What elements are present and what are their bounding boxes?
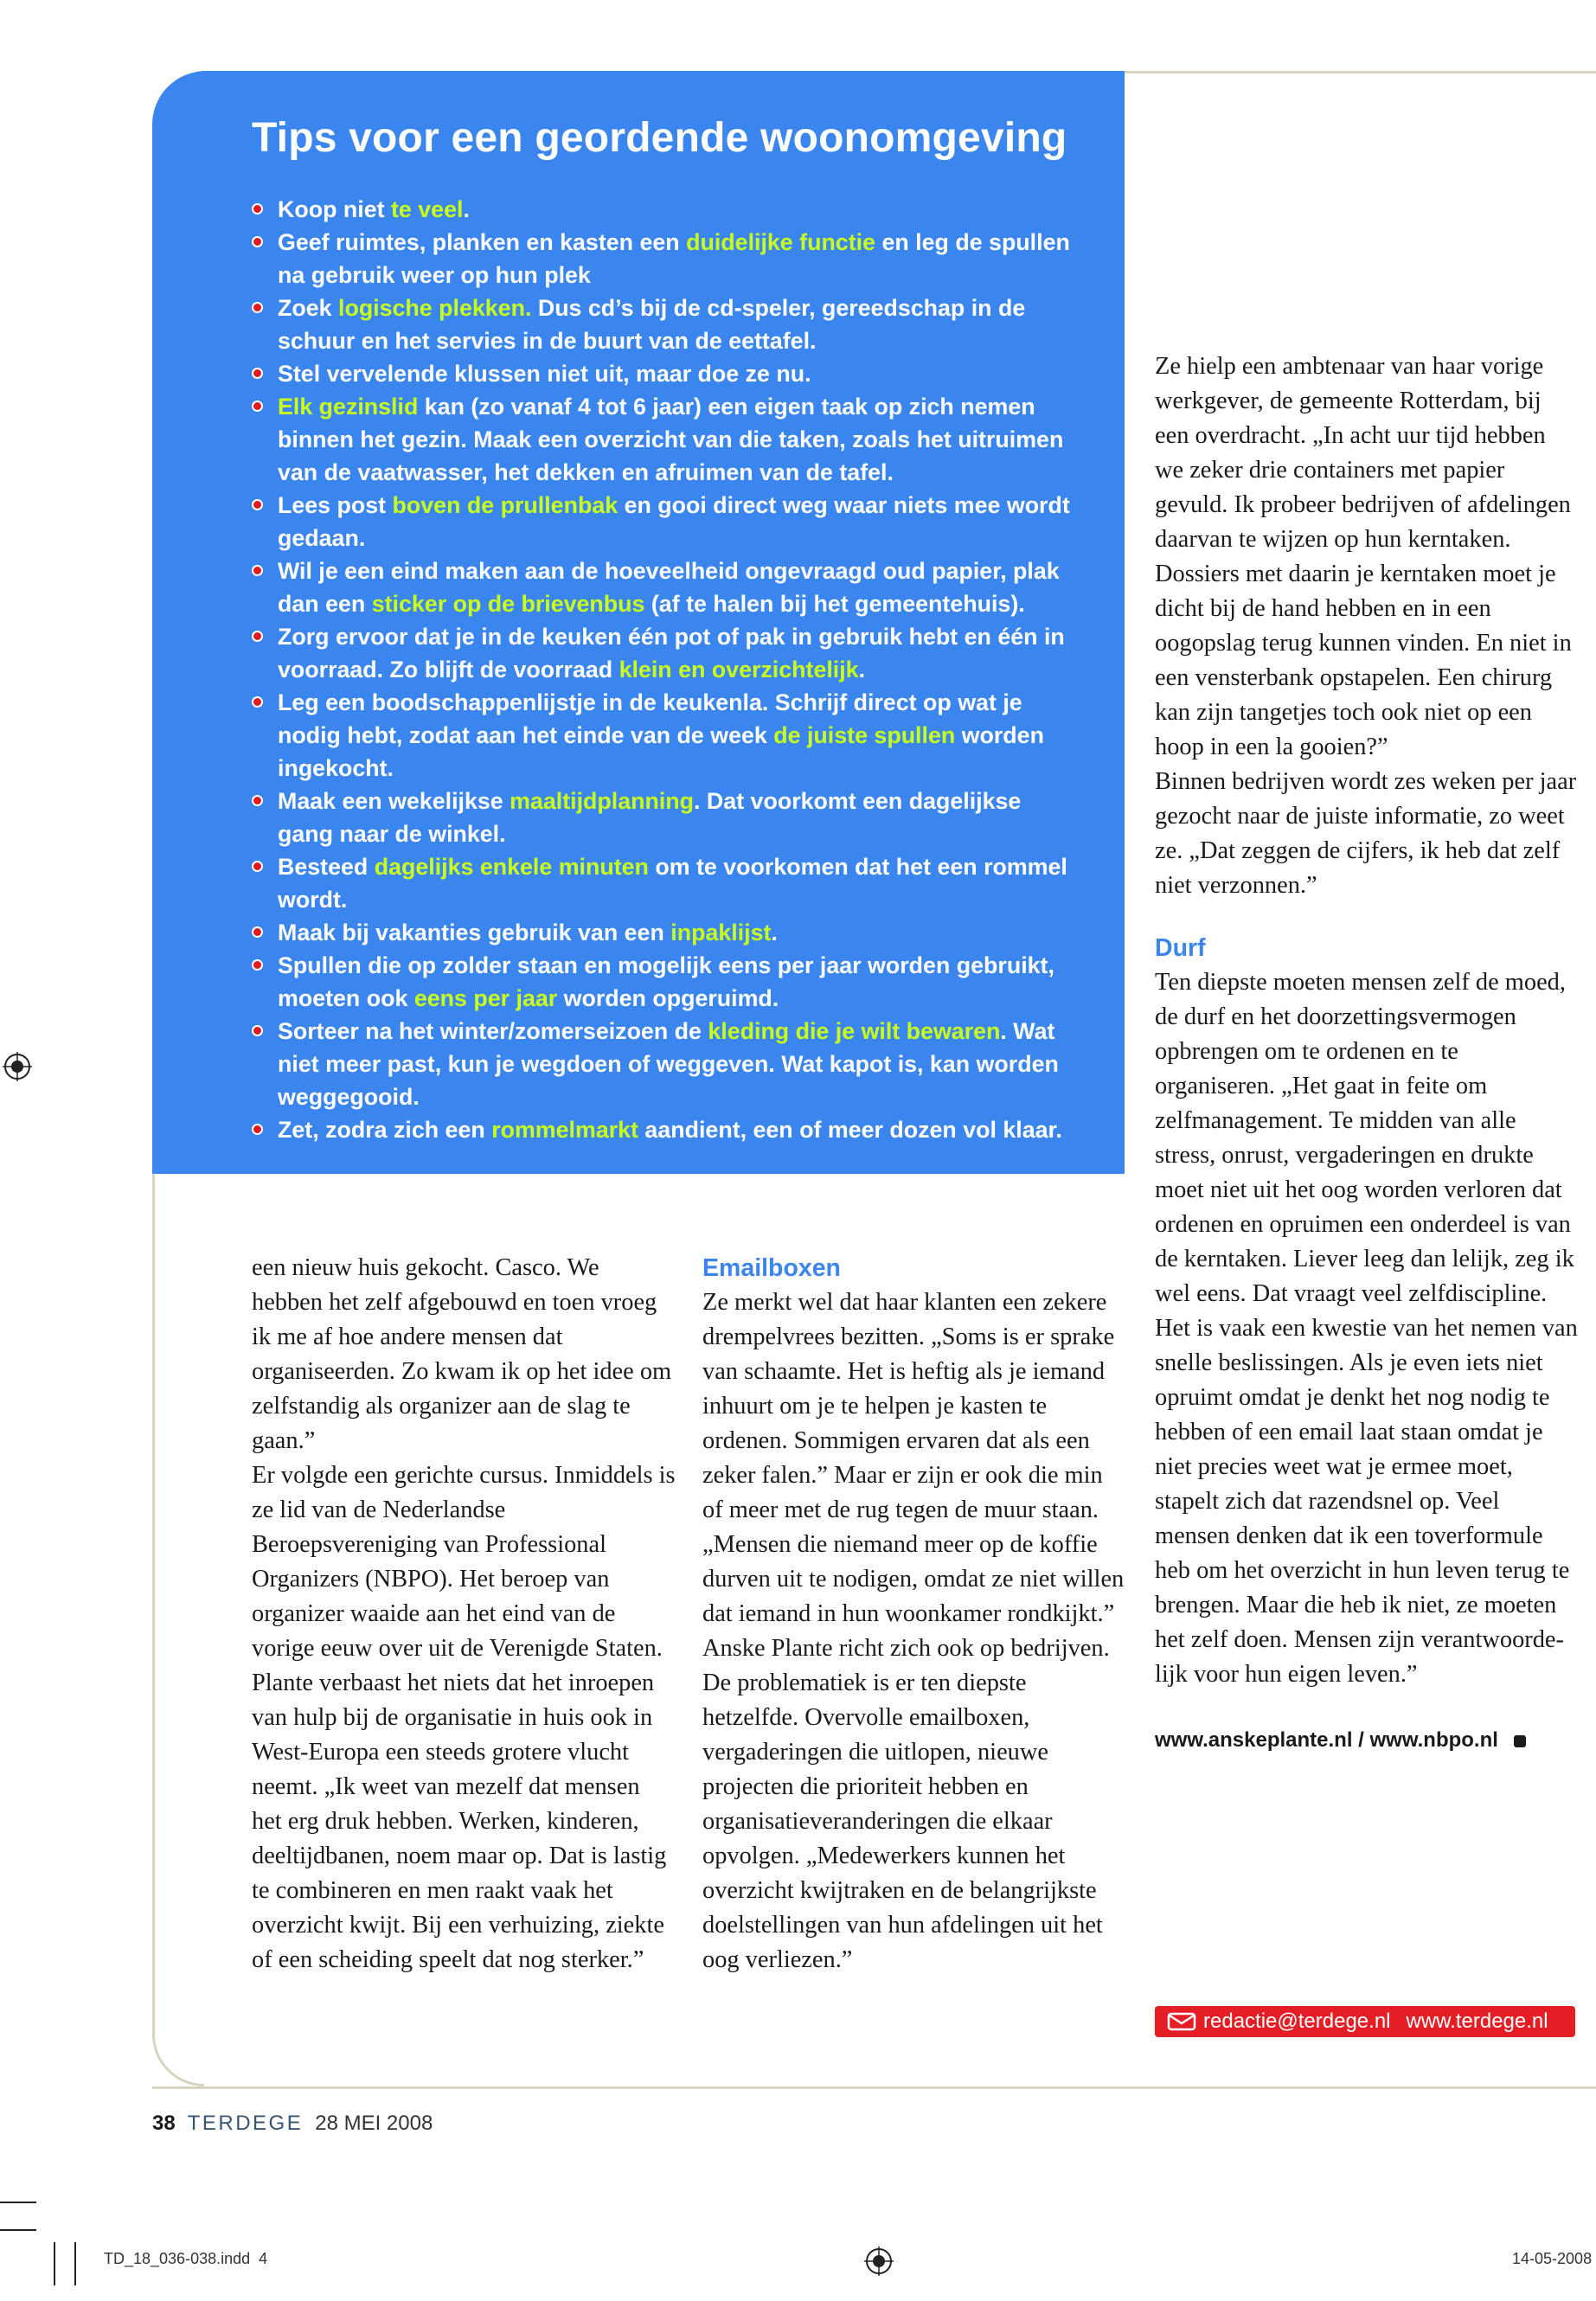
- tip-text: Maak bij vakanties gebruik van een: [278, 920, 671, 945]
- tip-highlight: sticker op de brievenbus: [371, 591, 645, 617]
- tip-text: Zorg ervoor dat je in de keuken één pot of pak in gebruik hebt en één in voorraad. Zo blijft de voorraad: [278, 624, 1065, 683]
- bullet-icon: [252, 631, 263, 642]
- tip-text: aandient, een of meer dozen vol klaar.: [638, 1117, 1062, 1143]
- bullet-icon: [252, 795, 263, 806]
- column-2-paragraph-1: Ze merkt wel dat haar klanten een zekere drempelvrees bezitten. „Soms is er sprake van schaamte. Het is heftig als je iemand inhuurt om je te helpen je kasten te ordenen. Sommigen ervaren dat als een zeker falen.” Maar er zijn er ook die min of meer met de rug tegen de muur staan. „Mensen die niemand meer op de koffie durven uit te nodigen, omdat ze niet willen dat iemand in hun woonkamer rondkijkt.”: [702, 1289, 1125, 1627]
- contact-email-link[interactable]: redactie@terdege.nl: [1203, 2009, 1391, 2033]
- tip-highlight: inpaklijst: [670, 920, 772, 945]
- tip-text: en leg de spullen na gebruik weer op hun plek: [278, 229, 1070, 288]
- registration-mark-icon: [3, 1052, 32, 1081]
- tip-text: Zoek: [278, 295, 338, 321]
- slug-file-info: [104, 2250, 267, 2268]
- tip-item: [252, 850, 1073, 916]
- bullet-icon: [252, 401, 263, 412]
- column-1-paragraph-2: Er volgde een gerichte cursus. Inmiddels is ze lid van de Nederlandse Beroepsvereniging van Professional Organizers (NBPO). Het beroep van organizer waaide aan het eind van de vorige eeuw over uit de Verenigde Staten. Plante verbaast het niets dat het inroepen van hulp bij de organisatie in huis ook in West-Europa een steeds grotere vlucht neemt. „Ik weet van mezelf dat mensen het erg druk hebben. Werken, kinderen, deeltijdbanen, noem maar op. Dat is lastig te combineren en men raakt vaak het overzicht kwijt. Bij een verhuizing, ziekte of een scheiding speelt dat nog sterker.”: [252, 1462, 676, 1973]
- bullet-icon: [252, 236, 263, 247]
- tip-text: Maak een wekelijkse: [278, 788, 510, 814]
- crop-mark: [0, 2202, 36, 2203]
- bullet-icon: [252, 302, 263, 313]
- tip-text: Zet, zodra zich een: [278, 1117, 492, 1143]
- tip-item: [252, 390, 1073, 489]
- tip-text: .: [771, 920, 778, 945]
- article-column-3: [1155, 349, 1579, 1758]
- crop-mark: [0, 2229, 36, 2231]
- slug-date: 14-05-2008: [1512, 2250, 1593, 2267]
- website-links-text[interactable]: www.anskeplante.nl / www.nbpo.nl: [1155, 1728, 1498, 1752]
- tip-highlight: te veel: [391, 196, 464, 222]
- tip-text: worden opgeruimd.: [557, 985, 779, 1011]
- tips-list: [252, 193, 1073, 1146]
- bullet-icon: [252, 959, 263, 971]
- tip-text: Koop niet: [278, 196, 391, 222]
- tip-item: [252, 226, 1073, 292]
- column-1-paragraph-1: een nieuw huis gekocht. Casco. We hebben het zelf afgebouwd en toen vroeg ik me af hoe andere mensen dat organiseerden. Zo kwam ik op het idee om zelfstandig als organizer aan de slag te gaan.”: [252, 1254, 672, 1454]
- tip-text: . Dat voorkomt een dagelijkse gang naar de winkel.: [278, 788, 1022, 847]
- tip-highlight: duidelijke functie: [686, 229, 875, 255]
- crop-mark: [74, 2242, 76, 2285]
- tip-text: om te voorkomen dat het een rommel wordt.: [278, 854, 1067, 913]
- tip-item: [252, 949, 1073, 1015]
- tip-text: kan (zo vanaf 4 tot 6 jaar) een eigen taak op zich nemen binnen het gezin. Maak een overzicht van die taken, zoals het uitruimen van de vaatwasser, het dekken en afruimen van de tafel.: [278, 394, 1064, 485]
- page-frame-left-rule: [152, 1172, 155, 2037]
- tip-item: [252, 785, 1073, 850]
- contact-website-link[interactable]: www.terdege.nl: [1406, 2009, 1548, 2033]
- bullet-icon: [252, 696, 263, 708]
- subheading-emailboxen: Emailboxen: [702, 1254, 841, 1282]
- column-3-paragraph-1: Ze hielp een ambtenaar van haar vorige werkgever, de gemeente Rotterdam, bij een overdracht. „In acht uur tijd hebben we zeker drie containers met papier gevuld. Ik probeer bedrijven of afdelingen daarvan te wijzen op hun kerntaken. Dossiers met daarin je kerntaken moet je dicht bij de hand hebben en in een oogopslag terug kunnen vinden. En niet in een vensterbank opstapelen. Een chirurg kan zijn tangetjes toch ook niet op een hoop in een la gooien?”: [1155, 353, 1572, 760]
- tip-highlight: logische plekken.: [338, 295, 532, 321]
- tip-highlight: boven de prullenbak: [392, 492, 619, 518]
- tip-item: [252, 1113, 1073, 1146]
- tips-box: [152, 71, 1125, 1174]
- bullet-icon: [252, 203, 263, 215]
- tip-highlight: kleding die je wilt bewaren: [708, 1018, 1001, 1044]
- column-3-paragraph-2: Binnen bedrijven wordt zes weken per jaar gezocht naar de juiste informatie, zo weet ze. „Dat zeggen de cijfers, ik heb dat zelf niet verzonnen.”: [1155, 768, 1577, 899]
- tip-item: [252, 292, 1073, 357]
- page-frame-top-rule: [1125, 71, 1596, 74]
- tip-text: .: [858, 657, 866, 683]
- tip-text: (af te halen bij het gemeentehuis).: [644, 591, 1025, 617]
- tip-text: Lees post: [278, 492, 393, 518]
- tip-highlight: Elk gezinslid: [278, 394, 419, 420]
- slug-filename: TD_18_036-038.indd: [104, 2250, 251, 2267]
- tip-text: .: [463, 196, 470, 222]
- bullet-icon: [252, 1025, 263, 1036]
- tip-text: Leg een boodschappenlijstje in de keukenla. Schrijf direct op wat je nodig hebt, zodat aan het einde van de week: [278, 689, 1022, 748]
- envelope-icon: [1167, 2012, 1196, 2031]
- column-2-paragraph-2: Anske Plante richt zich ook op bedrijven. De problematiek is er ten diepste hetzelfde. Overvolle emailboxen, vergaderingen die uitlopen, nieuwe projecten die prioriteit hebben en organisatieveranderingen die elkaar opvolgen. „Medewerkers kunnen het overzicht kwijtraken en de belangrijkste doelstellingen van hun afdelingen uit het oog verliezen.”: [702, 1635, 1110, 1973]
- article-column-1: [252, 1251, 676, 1977]
- bullet-icon: [252, 565, 263, 576]
- tip-item: [252, 1015, 1073, 1113]
- tip-text: Besteed: [278, 854, 375, 880]
- tip-item: [252, 489, 1073, 554]
- tip-text: Wil je een eind maken aan de hoeveelheid ongevraagd oud papier, plak dan een: [278, 558, 1060, 617]
- registration-mark-icon: [864, 2247, 894, 2276]
- tip-highlight: de juiste spullen: [773, 722, 956, 748]
- tip-text: Spullen die op zolder staan en mogelijk eens per jaar worden gebruikt, moeten ook: [278, 952, 1054, 1011]
- tip-item: [252, 916, 1073, 949]
- contact-bar: [1155, 2006, 1575, 2037]
- bullet-icon: [252, 861, 263, 872]
- magazine-name: TERDEGE: [187, 2112, 304, 2135]
- tip-highlight: rommelmarkt: [491, 1117, 638, 1143]
- subheading-durf: Durf: [1155, 934, 1206, 962]
- tip-highlight: dagelijks enkele minuten: [374, 854, 649, 880]
- bullet-icon: [252, 499, 263, 510]
- folio: [152, 2112, 433, 2136]
- page-frame-bottom-rule: [152, 2086, 1596, 2089]
- issue-date: 28 MEI 2008: [315, 2112, 433, 2135]
- tip-highlight: maaltijdplanning: [510, 788, 695, 814]
- slug-page: 4: [259, 2250, 268, 2267]
- tip-text: Dus cd’s bij de cd-speler, gereedschap in de schuur en het servies in de buurt van de eettafel.: [278, 295, 1026, 354]
- website-links[interactable]: [1155, 1723, 1579, 1758]
- end-of-article-icon: [1514, 1735, 1526, 1747]
- bullet-icon: [252, 1124, 263, 1135]
- page-frame-corner: [152, 2033, 204, 2086]
- tip-text: Sorteer na het winter/zomerseizoen de: [278, 1018, 708, 1044]
- tip-text: en gooi direct weg waar niets mee wordt gedaan.: [278, 492, 1070, 551]
- tip-text: Geef ruimtes, planken en kasten een: [278, 229, 687, 255]
- bullet-icon: [252, 926, 263, 938]
- tip-item: [252, 357, 1073, 390]
- article-column-2: [702, 1251, 1126, 1977]
- tip-item: [252, 686, 1073, 785]
- crop-mark: [54, 2242, 55, 2285]
- tip-item: [252, 554, 1073, 620]
- tip-highlight: klein en overzichtelijk: [619, 657, 859, 683]
- tip-item: [252, 193, 1073, 226]
- column-3-paragraph-3: Ten diepste moeten mensen zelf de moed, de durf en het doorzettingsvermogen opbrengen om te ordenen en te organiseren. „Het gaat in feite om zelfmanagement. Te midden van alle stress, onrust, vergaderingen en drukte moet niet uit het oog worden verloren dat ordenen en opruimen een onderdeel is van de kerntaken. Liever leeg dan lelijk, zeg ik wel eens. Dat vraagt veel zelfdiscipline. Het is vaak een kwestie van het nemen van snelle beslissingen. Als je even iets niet opruimt omdat je denkt het nog nodig te hebben of een email laat staan omdat je niet precies weet wat je ermee moet, stapelt zich dat razendsnel op. Veel mensen denken dat ik een toverformule heb om het overzicht in hun leven terug te brengen. Maar die heb ik niet, ze moeten het zelf doen. Mensen zijn verantwoordelijk voor hun eigen leven.”: [1155, 969, 1578, 1688]
- tip-highlight: eens per jaar: [413, 985, 558, 1011]
- tips-title: Tips voor een geordende woonomgeving: [252, 115, 1067, 161]
- tip-text: . Wat niet meer past, kun je wegdoen of weggeven. Wat kapot is, kan worden weggegooid.: [278, 1018, 1059, 1110]
- tip-text: Stel vervelende klussen niet uit, maar doe ze nu.: [278, 361, 811, 387]
- tip-text: worden ingekocht.: [278, 722, 1044, 781]
- tip-item: [252, 620, 1073, 686]
- page-number: 38: [152, 2112, 176, 2135]
- bullet-icon: [252, 368, 263, 379]
